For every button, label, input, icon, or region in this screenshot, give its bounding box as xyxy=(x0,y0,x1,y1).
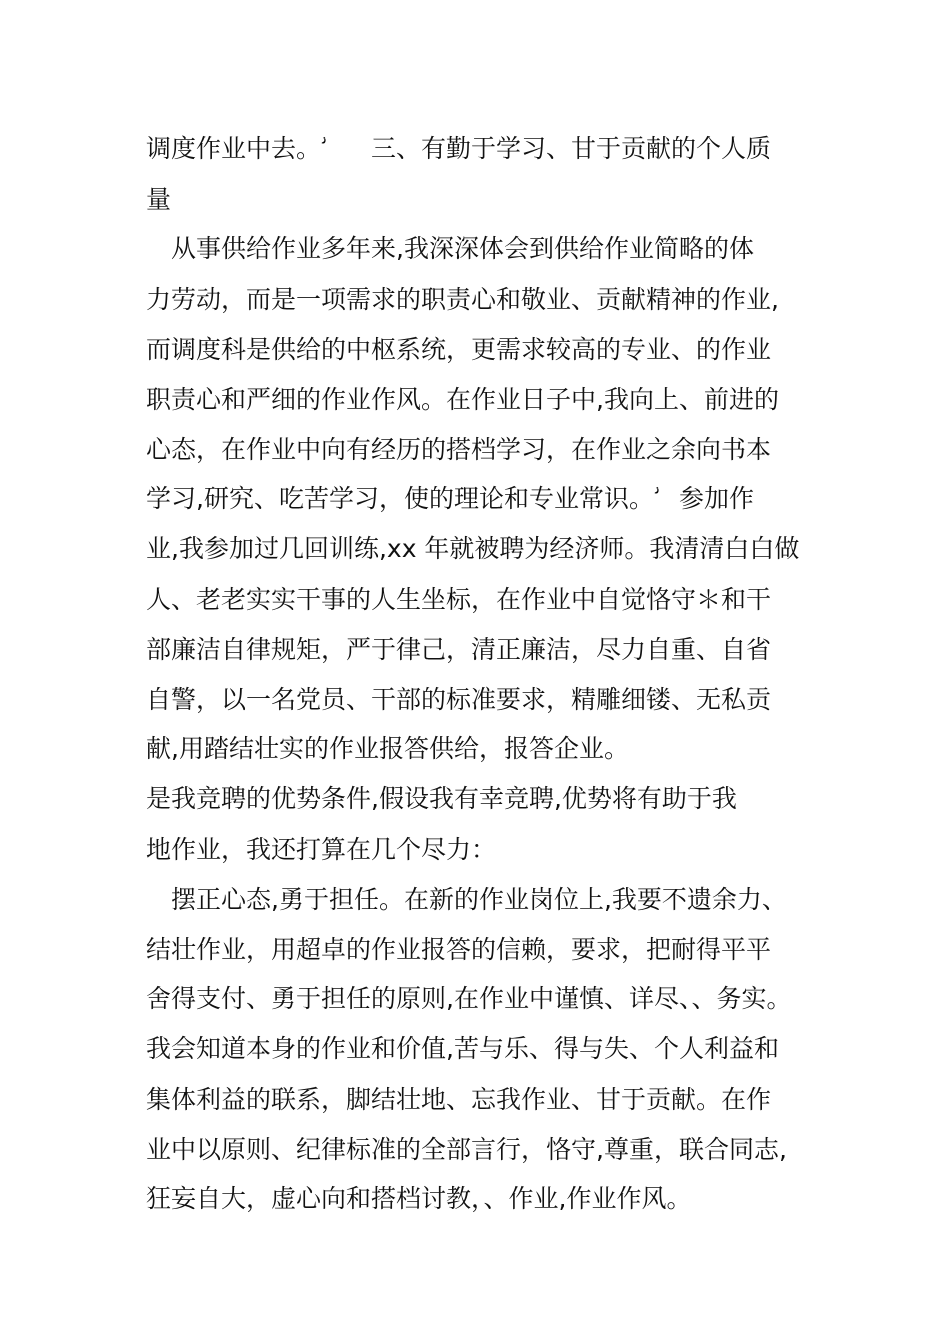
text-segment: 三、有勤于学习、甘于贡献的个人质 xyxy=(321,134,772,163)
text-line: 狂妄自大，虚心向和搭档讨教，、作业,作业作风。 xyxy=(146,1184,692,1213)
text-line: 结壮作业，用超卓的作业报答的信赖，要求，把耐得平平 xyxy=(146,935,772,964)
text-line: 业中以原则、纪律标准的全部言行，恪守,尊重，联合同志, xyxy=(146,1135,787,1164)
text-line: 心态，在作业中向有经历的搭档学习，在作业之余向书本 xyxy=(146,435,772,464)
text-line: 集体利益的联系，脚结壮地、忘我作业、甘于贡献。在作 xyxy=(146,1085,772,1114)
text-line: 是我竞聘的优势条件,假设我有幸竞聘,优势将有助于我 xyxy=(146,784,737,813)
text-line xyxy=(146,132,771,166)
text-line: 自警，以一名党员、干部的标准要求，精雕细镂、无私贡 xyxy=(146,685,772,714)
text-segment: 参加作 xyxy=(653,484,754,513)
text-line: 人、老老实实干事的人生坐标，在作业中自觉恪守＊和干 xyxy=(146,585,772,614)
text-line: 摆正心态,勇于担任。在新的作业岗位上,我要不遗余力、 xyxy=(146,885,787,914)
text-segment: 学习,研究、吃苦学习，使的理论和专业常识。 xyxy=(146,484,654,513)
text-line: 我会知道本身的作业和价值,苦与乐、得与失、个人利益和 xyxy=(146,1034,779,1063)
text-line: 部廉洁自律规矩，严于律己，清正廉洁，尽力自重、自省 xyxy=(146,635,772,664)
text-line: 职责心和严细的作业作风。在作业日子中,我向上、前进的 xyxy=(146,385,779,414)
text-line: 而调度科是供给的中枢系统，更需求较高的专业、的作业 xyxy=(146,335,772,364)
text-line: 量 xyxy=(146,185,172,214)
text-line: 舍得支付、勇于担任的原则,在作业中谨慎、详尽、、务实。 xyxy=(146,984,792,1013)
text-line: 献,用踏结壮实的作业报答供给，报答企业。 xyxy=(146,734,629,763)
text-line: 从事供给作业多年来,我深深体会到供给作业简略的体 xyxy=(146,234,754,263)
text-line: 力劳动，而是一项需求的职责心和敬业、贡献精神的作业, xyxy=(146,285,779,314)
text-line: 地作业，我还打算在几个尽力： xyxy=(146,835,497,864)
text-line: 业,我参加过几回训练,xx 年就被聘为经济师。我清清白白做 xyxy=(146,534,800,563)
text-line xyxy=(146,482,754,516)
text-segment: 调度作业中去。 xyxy=(146,134,322,163)
